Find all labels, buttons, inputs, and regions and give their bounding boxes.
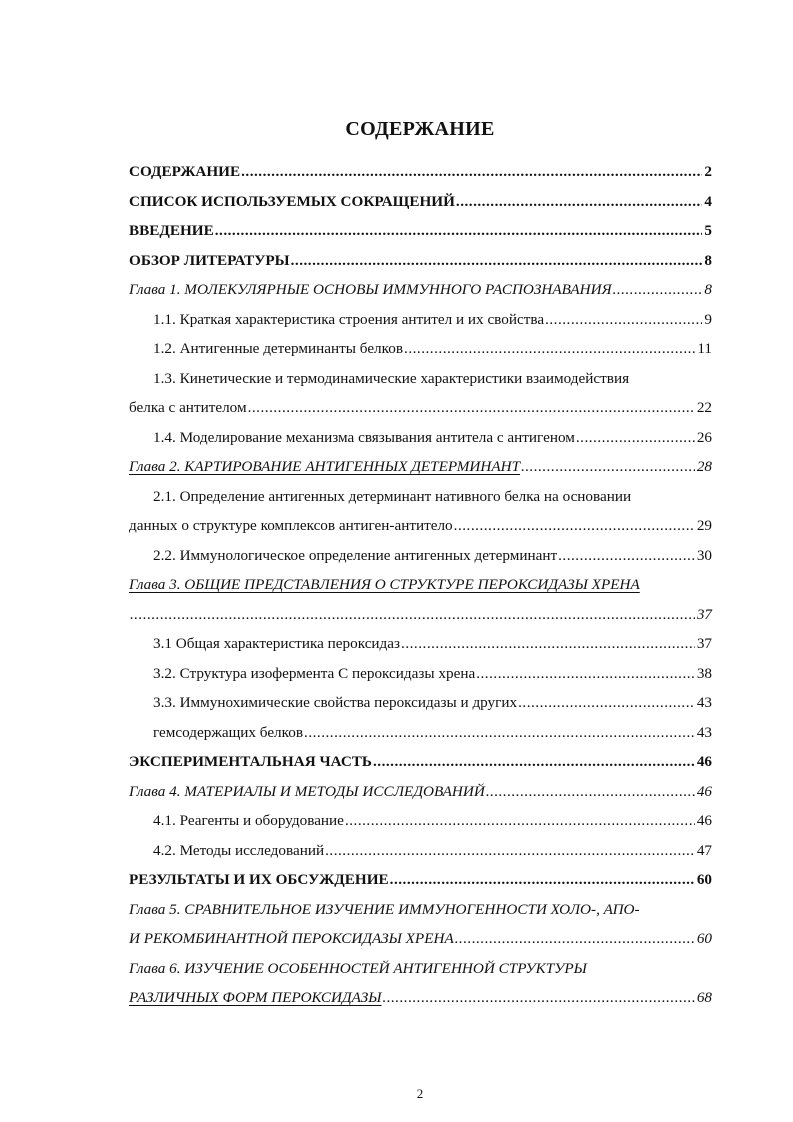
toc-entry (129, 659, 712, 689)
toc-entry (129, 777, 712, 807)
toc-entry (129, 895, 712, 925)
toc-entry (129, 423, 712, 453)
toc-entry-page: 43 (696, 694, 712, 711)
toc-entry-page: 38 (696, 664, 712, 682)
toc-leader-dots (558, 541, 695, 571)
page-title: СОДЕРЖАНИЕ (345, 118, 495, 140)
toc-leader-dots (373, 747, 695, 777)
toc-leader-dots (454, 511, 695, 541)
toc-entry (129, 600, 712, 630)
toc-entry (129, 157, 712, 187)
toc-leader-dots (401, 629, 695, 659)
toc-entry-page: 9 (704, 310, 712, 328)
toc-entry (129, 570, 712, 600)
toc-entry-title: 2.2. Иммунологическое определение антигенных детерминант (153, 546, 558, 564)
toc-entry-page: 28 (696, 458, 712, 475)
toc-entry-page: 11 (697, 340, 712, 357)
toc-entry-page: 5 (704, 222, 712, 239)
toc-entry-page: 68 (696, 989, 712, 1006)
toc-entry-title: 1.4. Моделирование механизма связывания антитела с антигеном (153, 428, 575, 446)
toc-entry (129, 246, 712, 276)
toc-entry-title: И РЕКОМБИНАНТНОЙ ПЕРОКСИДАЗЫ ХРЕНА (129, 930, 454, 947)
toc-entry-page: 22 (696, 399, 712, 416)
toc-entry-page: 2 (704, 163, 712, 180)
toc-entry-page: 26 (696, 428, 712, 446)
toc-entry-page: 43 (696, 723, 712, 741)
toc-entry-page: 47 (696, 841, 712, 859)
toc-leader-dots (325, 836, 695, 866)
toc-entry-title: Глава 3. ОБЩИЕ ПРЕДСТАВЛЕНИЯ О СТРУКТУРЕ ПЕРОКСИДАЗЫ ХРЕНА (129, 576, 640, 593)
toc-entry-page: 8 (704, 281, 712, 298)
toc-entry-page: 4 (704, 192, 712, 210)
toc-entry-title: 2.1. Определение антигенных детерминант нативного белка на основании (153, 487, 632, 505)
toc-entry-title: гемсодержащих белков (153, 723, 304, 741)
toc-leader-dots (476, 659, 695, 689)
toc-entry-page: 60 (696, 871, 712, 888)
toc-leader-dots (521, 452, 695, 482)
toc-entry-title: ЭКСПЕРИМЕНТАЛЬНАЯ ЧАСТЬ (129, 753, 372, 770)
toc-entry (129, 482, 712, 512)
toc-entry (129, 865, 712, 895)
toc-entry (129, 334, 712, 364)
toc-entry (129, 216, 712, 246)
toc-entry (129, 275, 712, 305)
toc-leader-dots (130, 600, 695, 630)
toc-entry-title: 4.1. Реагенты и оборудование (153, 812, 344, 829)
toc-leader-dots (518, 688, 695, 718)
toc-entry (129, 983, 712, 1013)
toc-entry-page: 37 (696, 635, 712, 652)
toc-leader-dots (456, 187, 703, 217)
toc-entry (129, 688, 712, 718)
toc-entry (129, 747, 712, 777)
toc-entry-page: 30 (696, 546, 712, 564)
toc-entry-title: Глава 1. МОЛЕКУЛЯРНЫЕ ОСНОВЫ ИММУННОГО РАСПОЗНАВАНИЯ (129, 281, 612, 298)
toc-entry (129, 718, 712, 748)
toc-leader-dots (215, 216, 703, 246)
toc-entry-title: Глава 4. МАТЕРИАЛЫ И МЕТОДЫ ИССЛЕДОВАНИЙ (129, 782, 485, 800)
toc-entry-title: 1.3. Кинетические и термодинамические характеристики взаимодействия (153, 369, 630, 387)
toc-entry (129, 954, 712, 984)
toc-entry (129, 541, 712, 571)
toc-entry-title: Глава 2. КАРТИРОВАНИЕ АНТИГЕННЫХ ДЕТЕРМИНАНТ (129, 458, 521, 475)
toc-entry (129, 924, 712, 954)
page-number: 2 (416, 1086, 424, 1101)
toc-entry-title: данных о структуре комплексов антиген-антитело (129, 517, 453, 534)
toc-entry (129, 452, 712, 482)
toc-entry (129, 511, 712, 541)
toc-entry-title: 1.1. Краткая характеристика строения антител и их свойства (153, 310, 545, 328)
toc-leader-dots (545, 305, 702, 335)
toc-leader-dots (383, 983, 695, 1013)
toc-leader-dots (248, 393, 695, 423)
toc-entry-title: 4.2. Методы исследований (153, 841, 325, 859)
toc-leader-dots (455, 924, 695, 954)
toc-entry-page: 37 (696, 605, 712, 623)
toc-entry-page: 60 (696, 930, 712, 947)
toc-entry-title: СОДЕРЖАНИЕ (129, 163, 241, 180)
toc-entry-title: Глава 6. ИЗУЧЕНИЕ ОСОБЕННОСТЕЙ АНТИГЕННОЙ СТРУКТУРЫ (129, 959, 587, 977)
toc-entry-page: 8 (704, 251, 712, 269)
toc-entry-page: 46 (696, 812, 712, 829)
table-of-contents (129, 157, 712, 1013)
toc-entry-page: 46 (696, 753, 712, 770)
toc-entry-title: белка с антителом (129, 399, 247, 416)
toc-entry-title: ВВЕДЕНИЕ (129, 222, 214, 239)
toc-leader-dots (291, 246, 703, 276)
toc-entry-title: РЕЗУЛЬТАТЫ И ИХ ОБСУЖДЕНИЕ (129, 871, 389, 888)
toc-leader-dots (613, 275, 703, 305)
toc-entry-title: 3.2. Структура изофермента С пероксидазы хрена (153, 664, 476, 682)
toc-leader-dots (345, 806, 695, 836)
toc-entry-title: 3.1 Общая характеристика пероксидаз (153, 635, 401, 652)
toc-entry (129, 393, 712, 423)
toc-entry (129, 187, 712, 217)
toc-entry-page: 29 (696, 517, 712, 534)
toc-leader-dots (404, 334, 695, 364)
toc-entry-title: РАЗЛИЧНЫХ ФОРМ ПЕРОКСИДАЗЫ (129, 989, 382, 1006)
toc-entry (129, 629, 712, 659)
toc-entry (129, 836, 712, 866)
toc-entry-title: СПИСОК ИСПОЛЬЗУЕМЫХ СОКРАЩЕНИЙ (129, 192, 455, 210)
toc-entry-page: 46 (696, 782, 712, 800)
toc-leader-dots (390, 865, 695, 895)
toc-leader-dots (576, 423, 695, 453)
toc-entry-title: 3.3. Иммунохимические свойства пероксидазы и других (153, 694, 518, 711)
toc-leader-dots (304, 718, 695, 748)
toc-leader-dots (241, 157, 702, 187)
toc-leader-dots (486, 777, 695, 807)
toc-entry-title: ОБЗОР ЛИТЕРАТУРЫ (129, 251, 290, 269)
toc-entry-title: Глава 5. СРАВНИТЕЛЬНОЕ ИЗУЧЕНИЕ ИММУНОГЕННОСТИ ХОЛО-, АПО- (129, 900, 640, 918)
toc-entry (129, 364, 712, 394)
toc-entry (129, 305, 712, 335)
toc-entry (129, 806, 712, 836)
toc-entry-title: 1.2. Антигенные детерминанты белков (153, 340, 404, 357)
